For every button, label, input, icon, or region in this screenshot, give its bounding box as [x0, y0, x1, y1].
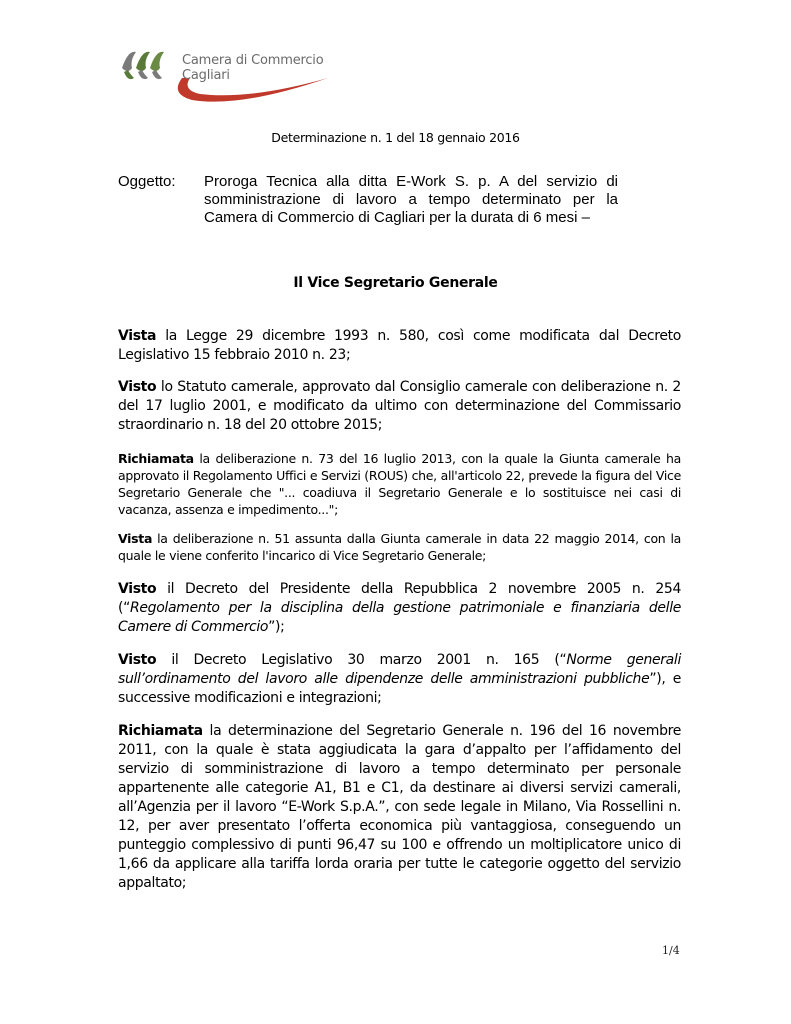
paragraph-lead: Vista: [118, 531, 153, 546]
paragraph-text: la determinazione del Segretario Generale n. 196 del 16 novembre 2011, con la quale è stata aggiudicata la gara d’appalto per l’affidamento del servizio di somministrazione di lavoro a tempo determinato per personale appartenente alle categorie A1, B1 e C1, da destinare ai diversi servizi camerali, all’Agenzia per il lavoro “E-Work S.p.A.”, con sede legale in Milano, Via Rossellini n. 12, per aver presentato l’offerta economica più vantaggiosa, conseguendo un punteggio complessivo di punti 96,47 su 100 e offrendo un moltiplicatore unico di 1,66 da applicare alla tariffa lorda oraria per tutte le categorie oggetto del servizio appaltato;: [118, 723, 681, 891]
paragraph-lead: Visto: [118, 652, 157, 668]
paragraph-lead: Vista: [118, 328, 157, 344]
oggetto-text: Proroga Tecnica alla ditta E-Work S. p. A del servizio di somministrazione di lavoro a tempo determinato per la Camera di Commercio di Cagliari per la durata di 6 mesi –: [204, 173, 618, 226]
paragraph-visto-dpr: [118, 580, 681, 637]
paragraph-text: il Decreto Legislativo 30 marzo 2001 n. 165 (“: [156, 652, 567, 668]
logo-line2: Cagliari: [182, 68, 230, 83]
paragraph-richiamata-determinazione: [118, 722, 681, 893]
paragraph-text: la deliberazione n. 73 del 16 luglio 2013, con la quale la Giunta camerale ha approvato il Regolamento Uffici e Servizi (ROUS) che, all'articolo 22, prevede la figura del Vice Segretario Generale che "... coadiuva il Segretario Generale e lo sostituisce nei casi di vacanza, assenza e impedimento...";: [118, 451, 681, 517]
determinazione-title: Determinazione n. 1 del 18 gennaio 2016: [271, 130, 520, 145]
paragraph-lead: Richiamata: [118, 723, 203, 739]
paragraph-italic: Norme generali sull’ordinamento del lavoro alle dipendenze delle amministrazioni pubbliche: [118, 652, 681, 687]
paragraph-lead: Richiamata: [118, 451, 194, 466]
paragraph-text: lo Statuto camerale, approvato dal Consiglio camerale con deliberazione n. 2 del 17 luglio 2001, e modificato da ultimo con determinazione del Commissario straordinario n. 18 del 20 ottobre 2015;: [118, 379, 681, 433]
paragraph-text: la deliberazione n. 51 assunta dalla Giunta camerale in data 22 maggio 2014, con la quale le viene conferito l'incarico di Vice Segretario Generale;: [118, 531, 681, 563]
paragraph-text: ”);: [268, 619, 285, 635]
paragraph-vista-legge: [118, 327, 681, 365]
paragraph-text: ”), e successive modificazioni e integrazioni;: [118, 671, 682, 706]
paragraph-lead: Visto: [118, 379, 157, 395]
paragraph-vista-deliberazione: [118, 530, 681, 564]
section-heading: Il Vice Segretario Generale: [293, 275, 498, 291]
paragraph-text: il Decreto del Presidente della Repubblica 2 novembre 2005 n. 254 (“: [118, 581, 681, 616]
paragraph-richiamata-rous: [118, 450, 681, 518]
paragraph-lead: Visto: [118, 581, 157, 597]
camera-commercio-logo: [120, 46, 335, 110]
paragraph-text: la Legge 29 dicembre 1993 n. 580, così come modificata dal Decreto Legislativo 15 febbraio 2010 n. 23;: [118, 328, 681, 363]
page-number: 1/4: [662, 944, 680, 957]
paragraph-visto-dlgs: [118, 651, 681, 708]
oggetto-label: Oggetto:: [118, 173, 176, 190]
logo-text: [182, 53, 323, 83]
paragraph-visto-statuto: [118, 378, 681, 435]
paragraph-italic: Regolamento per la disciplina della gestione patrimoniale e finanziaria delle Camere di Commercio: [118, 600, 681, 635]
logo-line1: Camera di Commercio: [182, 53, 324, 68]
